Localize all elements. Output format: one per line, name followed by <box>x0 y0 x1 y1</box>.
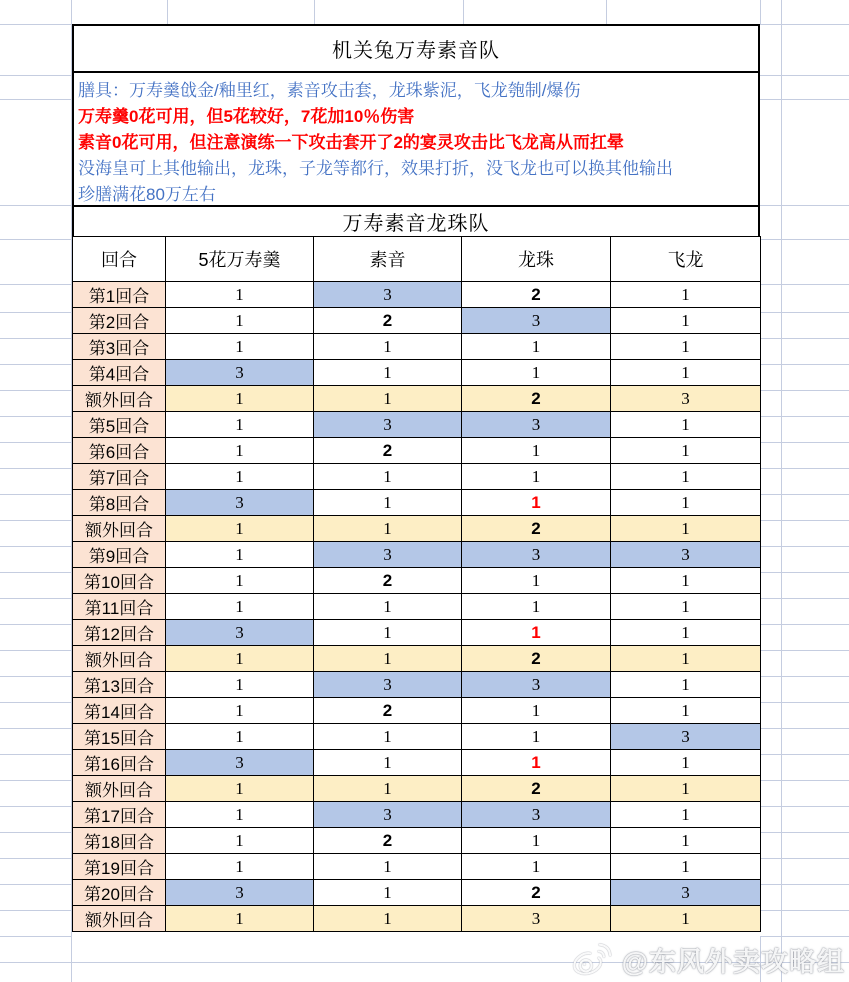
value-cell[interactable]: 1 <box>611 490 761 516</box>
value-cell[interactable]: 1 <box>611 776 761 802</box>
gridline <box>760 650 849 651</box>
value-cell[interactable]: 1 <box>611 516 761 542</box>
gridline <box>0 520 72 521</box>
gridline <box>760 0 761 24</box>
value-cell[interactable]: 1 <box>166 776 314 802</box>
value-cell[interactable]: 2 <box>462 386 611 412</box>
value-cell[interactable]: 1 <box>166 698 314 724</box>
round-label-cell[interactable]: 第20回合 <box>73 880 166 906</box>
rounds-tbody <box>73 237 761 932</box>
value-cell[interactable]: 1 <box>611 282 761 308</box>
value-cell[interactable]: 1 <box>314 854 462 880</box>
round-label-cell[interactable]: 第3回合 <box>73 334 166 360</box>
value-cell[interactable]: 1 <box>611 750 761 776</box>
value-cell[interactable]: 2 <box>462 516 611 542</box>
value-cell[interactable]: 1 <box>462 438 611 464</box>
round-label-cell[interactable]: 第19回合 <box>73 854 166 880</box>
value-cell[interactable]: 1 <box>166 646 314 672</box>
value-cell[interactable]: 3 <box>462 802 611 828</box>
value-cell[interactable]: 3 <box>314 282 462 308</box>
round-label-cell[interactable]: 第9回合 <box>73 542 166 568</box>
value-cell[interactable]: 1 <box>462 360 611 386</box>
value-cell[interactable]: 3 <box>462 542 611 568</box>
gridline <box>0 312 72 313</box>
round-label-cell[interactable]: 第6回合 <box>73 438 166 464</box>
value-cell[interactable]: 2 <box>462 646 611 672</box>
gridline <box>0 702 72 703</box>
column-header-cell[interactable]: 素音 <box>314 237 462 282</box>
gridline <box>463 0 464 24</box>
round-row <box>73 828 761 854</box>
gridline <box>760 364 849 365</box>
value-cell[interactable]: 1 <box>611 464 761 490</box>
value-cell[interactable]: 1 <box>314 516 462 542</box>
gridline <box>0 442 72 443</box>
gridline <box>760 468 849 469</box>
value-cell[interactable]: 1 <box>314 360 462 386</box>
value-cell[interactable]: 1 <box>166 334 314 360</box>
note-line: 珍膳满花80万左右 <box>78 184 216 204</box>
gridline <box>0 832 72 833</box>
value-cell[interactable]: 1 <box>166 672 314 698</box>
value-cell[interactable]: 3 <box>462 906 611 932</box>
round-label-cell[interactable]: 第5回合 <box>73 412 166 438</box>
header-row <box>73 237 761 282</box>
round-label-cell[interactable]: 额外回合 <box>73 516 166 542</box>
round-label-cell[interactable]: 第4回合 <box>73 360 166 386</box>
value-cell[interactable]: 1 <box>314 386 462 412</box>
value-cell[interactable]: 1 <box>611 360 761 386</box>
value-cell[interactable]: 1 <box>166 516 314 542</box>
page-title[interactable] <box>72 24 760 73</box>
extra-round-row <box>73 646 761 672</box>
value-cell[interactable]: 2 <box>314 438 462 464</box>
round-label-cell[interactable]: 第11回合 <box>73 594 166 620</box>
watermark-text: @东风外卖攻略组 <box>621 946 845 977</box>
value-cell[interactable]: 1 <box>166 386 314 412</box>
round-row <box>73 750 761 776</box>
section-title[interactable] <box>72 205 760 238</box>
watermark <box>570 936 845 982</box>
value-cell[interactable]: 3 <box>314 542 462 568</box>
value-cell[interactable]: 3 <box>462 412 611 438</box>
gridline <box>0 884 72 885</box>
value-cell[interactable]: 1 <box>166 464 314 490</box>
gridline <box>0 598 72 599</box>
gridline <box>0 99 72 100</box>
value-cell[interactable]: 1 <box>462 464 611 490</box>
gridline <box>760 676 849 677</box>
page-title-text: 机关兔万寿素音队 <box>332 40 500 62</box>
gridline <box>0 416 72 417</box>
value-cell[interactable]: 1 <box>314 906 462 932</box>
value-cell[interactable]: 1 <box>611 412 761 438</box>
value-cell[interactable]: 2 <box>314 828 462 854</box>
round-label-cell[interactable]: 第2回合 <box>73 308 166 334</box>
gridline <box>760 99 849 100</box>
round-label-cell[interactable]: 第1回合 <box>73 282 166 308</box>
value-cell[interactable]: 1 <box>166 308 314 334</box>
value-cell[interactable]: 1 <box>462 620 611 646</box>
gridline <box>760 520 849 521</box>
gridline <box>606 0 607 24</box>
gridline <box>760 910 849 911</box>
extra-round-row <box>73 776 761 802</box>
value-cell[interactable]: 1 <box>314 334 462 360</box>
value-cell[interactable]: 3 <box>166 750 314 776</box>
gridline <box>760 598 849 599</box>
value-cell[interactable]: 1 <box>611 646 761 672</box>
value-cell[interactable]: 1 <box>166 828 314 854</box>
gridline <box>0 546 72 547</box>
gridline <box>0 364 72 365</box>
round-row <box>73 880 761 906</box>
round-row <box>73 698 761 724</box>
value-cell[interactable]: 1 <box>166 854 314 880</box>
gridline <box>0 624 72 625</box>
gridline <box>0 936 72 937</box>
value-cell[interactable]: 1 <box>611 698 761 724</box>
gridline <box>0 728 72 729</box>
gridline <box>760 312 849 313</box>
value-cell[interactable]: 1 <box>314 646 462 672</box>
gridline <box>760 442 849 443</box>
round-label-cell[interactable]: 额外回合 <box>73 906 166 932</box>
round-row <box>73 308 761 334</box>
gridline <box>760 780 849 781</box>
gridline <box>760 936 761 982</box>
gridline <box>760 546 849 547</box>
round-label-cell[interactable]: 第14回合 <box>73 698 166 724</box>
value-cell[interactable]: 1 <box>166 542 314 568</box>
gridline <box>0 494 72 495</box>
note-line: 膳具：万寿羹戗金/釉里红，素音攻击套，龙珠紫泥，飞龙匏制/爆伤 <box>78 80 581 100</box>
round-row <box>73 594 761 620</box>
value-cell[interactable]: 3 <box>166 880 314 906</box>
gridline <box>760 416 849 417</box>
gridline <box>0 572 72 573</box>
gridline <box>760 572 849 573</box>
value-cell[interactable]: 2 <box>462 880 611 906</box>
value-cell[interactable]: 3 <box>166 620 314 646</box>
note-line: 没海皇可上其他输出，龙珠，子龙等都行，效果打折，没飞龙也可以换其他输出 <box>78 158 673 178</box>
gridline <box>760 205 849 206</box>
value-cell[interactable]: 1 <box>166 282 314 308</box>
value-cell[interactable]: 3 <box>611 386 761 412</box>
gridline <box>0 780 72 781</box>
gridline <box>760 884 849 885</box>
value-cell[interactable]: 3 <box>611 724 761 750</box>
round-label-cell[interactable]: 第12回合 <box>73 620 166 646</box>
section-title-text: 万寿素音龙珠队 <box>342 213 490 235</box>
gridline <box>760 338 849 339</box>
value-cell[interactable]: 1 <box>611 802 761 828</box>
value-cell[interactable]: 3 <box>462 672 611 698</box>
gridline <box>0 962 849 963</box>
gridline <box>314 0 315 24</box>
round-row <box>73 464 761 490</box>
column-header-cell[interactable]: 5花万寿羹 <box>166 237 314 282</box>
value-cell[interactable]: 3 <box>314 412 462 438</box>
round-label-cell[interactable]: 额外回合 <box>73 386 166 412</box>
column-header-cell[interactable]: 回合 <box>73 237 166 282</box>
round-row <box>73 620 761 646</box>
value-cell[interactable]: 2 <box>314 308 462 334</box>
round-row <box>73 724 761 750</box>
gridline <box>167 0 168 24</box>
value-cell[interactable]: 1 <box>166 906 314 932</box>
value-cell[interactable]: 3 <box>314 672 462 698</box>
gridline <box>0 284 72 285</box>
value-cell[interactable]: 1 <box>166 412 314 438</box>
value-cell[interactable]: 3 <box>611 542 761 568</box>
round-row <box>73 568 761 594</box>
value-cell[interactable]: 1 <box>166 594 314 620</box>
gridline <box>0 468 72 469</box>
value-cell[interactable]: 1 <box>611 620 761 646</box>
value-cell[interactable]: 1 <box>314 620 462 646</box>
value-cell[interactable]: 3 <box>314 802 462 828</box>
gridline <box>0 676 72 677</box>
value-cell[interactable]: 1 <box>462 568 611 594</box>
value-cell[interactable]: 1 <box>611 672 761 698</box>
gridline <box>0 806 72 807</box>
round-row <box>73 854 761 880</box>
round-label-cell[interactable]: 第15回合 <box>73 724 166 750</box>
gridline <box>0 390 72 391</box>
weibo-icon <box>570 939 616 979</box>
value-cell[interactable]: 1 <box>314 464 462 490</box>
value-cell[interactable]: 3 <box>611 880 761 906</box>
value-cell[interactable]: 2 <box>462 282 611 308</box>
gridline <box>0 858 72 859</box>
gridline <box>760 239 849 240</box>
gridline <box>760 858 849 859</box>
gridline <box>760 284 849 285</box>
value-cell[interactable]: 1 <box>462 334 611 360</box>
round-label-cell[interactable]: 第13回合 <box>73 672 166 698</box>
value-cell[interactable]: 1 <box>611 438 761 464</box>
round-row <box>73 334 761 360</box>
rounds-table <box>72 236 761 932</box>
round-row <box>73 672 761 698</box>
gridline <box>0 338 72 339</box>
gridline <box>760 806 849 807</box>
value-cell[interactable]: 1 <box>314 880 462 906</box>
value-cell[interactable]: 2 <box>462 776 611 802</box>
gridline <box>760 936 849 937</box>
extra-round-row <box>73 386 761 412</box>
gridline <box>760 728 849 729</box>
value-cell[interactable]: 1 <box>166 724 314 750</box>
value-cell[interactable]: 1 <box>611 594 761 620</box>
gridline <box>0 239 72 240</box>
value-cell[interactable]: 3 <box>166 490 314 516</box>
round-label-cell[interactable]: 第10回合 <box>73 568 166 594</box>
value-cell[interactable]: 1 <box>166 568 314 594</box>
value-cell[interactable]: 1 <box>166 802 314 828</box>
round-row <box>73 438 761 464</box>
gridline <box>0 205 72 206</box>
value-cell[interactable]: 1 <box>314 724 462 750</box>
round-label-cell[interactable]: 第8回合 <box>73 490 166 516</box>
gridline <box>0 910 72 911</box>
value-cell[interactable]: 1 <box>462 490 611 516</box>
note-line: 素音0花可用，但注意演练一下攻击套开了2的宴灵攻击比飞龙高从而扛晕 <box>78 132 624 152</box>
gridline <box>0 75 72 76</box>
gridline <box>760 702 849 703</box>
value-cell[interactable]: 1 <box>611 568 761 594</box>
gridline <box>760 390 849 391</box>
extra-round-row <box>73 516 761 542</box>
round-label-cell[interactable]: 第18回合 <box>73 828 166 854</box>
round-label-cell[interactable]: 第7回合 <box>73 464 166 490</box>
round-row <box>73 490 761 516</box>
gridline <box>0 754 72 755</box>
gridline <box>760 754 849 755</box>
value-cell[interactable]: 1 <box>611 308 761 334</box>
value-cell[interactable]: 1 <box>462 594 611 620</box>
value-cell[interactable]: 1 <box>314 594 462 620</box>
value-cell[interactable]: 1 <box>462 750 611 776</box>
value-cell[interactable]: 2 <box>314 568 462 594</box>
extra-round-row <box>73 906 761 932</box>
value-cell[interactable]: 1 <box>314 750 462 776</box>
value-cell[interactable]: 1 <box>462 724 611 750</box>
round-row <box>73 282 761 308</box>
value-cell[interactable]: 1 <box>611 828 761 854</box>
gridline <box>781 0 782 982</box>
value-cell[interactable]: 1 <box>462 698 611 724</box>
value-cell[interactable]: 1 <box>611 334 761 360</box>
round-label-cell[interactable]: 第17回合 <box>73 802 166 828</box>
value-cell[interactable]: 1 <box>166 438 314 464</box>
value-cell[interactable]: 1 <box>314 776 462 802</box>
value-cell[interactable]: 1 <box>462 854 611 880</box>
value-cell[interactable]: 1 <box>611 906 761 932</box>
round-row <box>73 412 761 438</box>
round-label-cell[interactable]: 额外回合 <box>73 646 166 672</box>
round-label-cell[interactable]: 第16回合 <box>73 750 166 776</box>
gridline <box>760 624 849 625</box>
gridline <box>760 75 849 76</box>
value-cell[interactable]: 3 <box>462 308 611 334</box>
value-cell[interactable]: 3 <box>166 360 314 386</box>
value-cell[interactable]: 1 <box>462 828 611 854</box>
value-cell[interactable]: 1 <box>611 854 761 880</box>
gridline <box>760 832 849 833</box>
round-label-cell[interactable]: 额外回合 <box>73 776 166 802</box>
gridline <box>0 650 72 651</box>
gridline <box>760 494 849 495</box>
notes-cell[interactable] <box>72 71 760 207</box>
round-row <box>73 360 761 386</box>
value-cell[interactable]: 2 <box>314 698 462 724</box>
round-row <box>73 802 761 828</box>
round-row <box>73 542 761 568</box>
column-header-cell[interactable]: 飞龙 <box>611 237 761 282</box>
note-line: 万寿羹0花可用，但5花较好，7花加10％伤害 <box>78 106 415 126</box>
value-cell[interactable]: 1 <box>314 490 462 516</box>
column-header-cell[interactable]: 龙珠 <box>462 237 611 282</box>
